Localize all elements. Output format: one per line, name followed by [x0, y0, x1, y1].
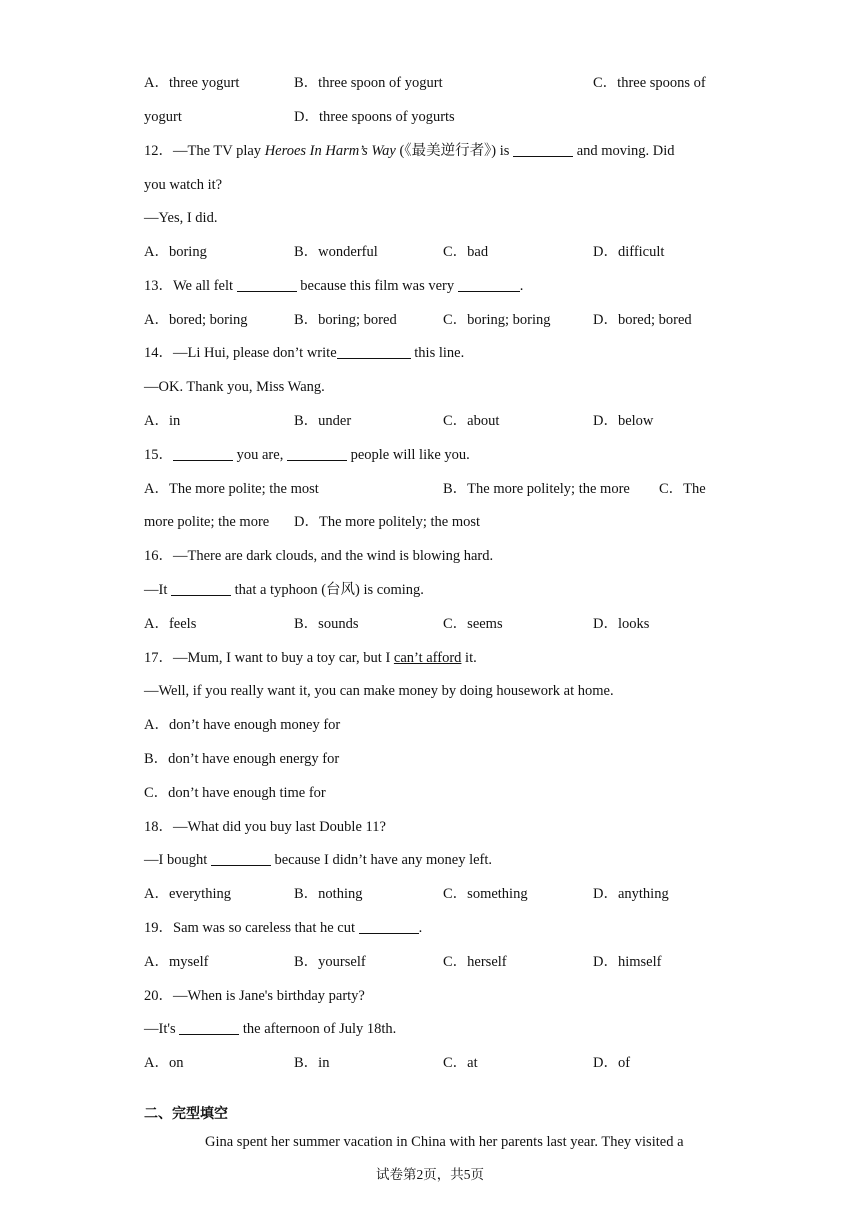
q15-text-3: people will like you.: [346, 447, 470, 463]
q12-stem: [144, 142, 675, 160]
q13-blank-2: [458, 277, 520, 292]
q18-option-a: A．everything: [144, 886, 231, 902]
q16-option-b: B．sounds: [294, 616, 359, 632]
q11-option-c: C．three spoons of: [593, 75, 706, 91]
q12-text-2: (《最美逆行者》) is: [395, 143, 514, 159]
q20-option-d: D．of: [593, 1055, 631, 1071]
q14-option-d: D．below: [593, 413, 654, 429]
q11-option-b: B．three spoon of yogurt: [294, 75, 443, 91]
q19-option-a: A．myself: [144, 954, 209, 970]
q19-option-b: B．yourself: [294, 954, 366, 970]
q12-option-c: C．bad: [443, 244, 489, 260]
q15-option-c-cont: more polite; the more: [144, 514, 270, 530]
q20-reply: [144, 1020, 396, 1038]
q20-option-b: B．in: [294, 1055, 330, 1071]
q18-option-c: C．something: [443, 886, 528, 902]
q13-stem: [144, 277, 523, 295]
q13-text-2: because this film was very: [296, 278, 458, 294]
q17-underlined-phrase: can’t afford: [393, 650, 462, 666]
q16-stem: 16．—There are dark clouds, and the wind is blowing hard.: [144, 548, 494, 564]
q18-reply: [144, 851, 492, 869]
q13-option-c: C．boring; boring: [443, 312, 551, 328]
q14-reply: —OK. Thank you, Miss Wang.: [144, 379, 325, 395]
q12-stem-line2: you watch it?: [144, 177, 223, 193]
q19-option-d: D．himself: [593, 954, 662, 970]
q16-option-a: A．feels: [144, 616, 197, 632]
q12-option-d: D．difficult: [593, 244, 665, 260]
q20-option-a: A．on: [144, 1055, 184, 1071]
q13-option-d: D．bored; bored: [593, 312, 692, 328]
q11-option-c-cont: yogurt: [144, 109, 182, 125]
q14-option-a: A．in: [144, 413, 181, 429]
q16-text-1: —It: [144, 582, 171, 598]
q12-blank: [513, 142, 573, 157]
q16-text-2: that a typhoon (台风) is coming.: [230, 582, 424, 598]
q13-blank-1: [237, 277, 297, 292]
q11-option-a: A．three yogurt: [144, 75, 240, 91]
q18-option-b: B．nothing: [294, 886, 363, 902]
q13-text-1: 13．We all felt: [144, 278, 237, 294]
q17-reply: —Well, if you really want it, you can make money by doing housework at home.: [144, 683, 614, 699]
q19-option-c: C．herself: [443, 954, 507, 970]
q18-option-d: D．anything: [593, 886, 669, 902]
q17-stem: [144, 649, 477, 667]
q14-text-1: 14．—Li Hui, please don’t write: [144, 345, 337, 361]
q18-blank: [211, 851, 271, 866]
q20-blank: [179, 1020, 239, 1035]
q13-text-3: .: [519, 278, 524, 294]
q17-option-b: B．don’t have enough energy for: [144, 751, 340, 767]
q20-stem: 20．—When is Jane's birthday party?: [144, 988, 365, 1004]
q12-reply: —Yes, I did.: [144, 210, 218, 226]
q17-text-1: 17．—Mum, I want to buy a toy car, but I: [144, 650, 394, 666]
page-footer: 试卷第2页，共5页: [376, 1167, 484, 1182]
q13-option-a: A．bored; boring: [144, 312, 248, 328]
q14-stem: [144, 344, 464, 362]
q12-option-a: A．boring: [144, 244, 207, 260]
q17-text-2: it.: [461, 650, 477, 666]
q17-option-c: C．don’t have enough time for: [144, 785, 326, 801]
q14-option-b: B．under: [294, 413, 352, 429]
q19-stem: [144, 919, 422, 937]
q15-text-1: 15．: [144, 447, 173, 463]
q19-text-2: .: [418, 920, 423, 936]
q17-option-a: A．don’t have enough money for: [144, 717, 341, 733]
q15-option-a: A．The more polite; the most: [144, 481, 319, 497]
q20-text-2: the afternoon of July 18th.: [239, 1021, 397, 1037]
q16-option-d: D．looks: [593, 616, 650, 632]
q19-text-1: 19．Sam was so careless that he cut: [144, 920, 359, 936]
q20-text-1: —It's: [144, 1021, 180, 1037]
q11-option-d: D．three spoons of yogurts: [294, 109, 455, 125]
q15-stem: [144, 446, 470, 464]
q12-text-1: 12．—The TV play: [144, 143, 265, 159]
section-heading: 二、完型填空: [144, 1106, 228, 1122]
q16-blank: [171, 581, 231, 596]
q20-option-c: C．at: [443, 1055, 478, 1071]
q15-text-2: you are,: [233, 447, 287, 463]
q12-text-3: and moving. Did: [573, 143, 675, 159]
q19-blank: [359, 919, 419, 934]
q14-option-c: C．about: [443, 413, 500, 429]
q14-text-2: this line.: [410, 345, 465, 361]
q14-blank: [337, 344, 411, 359]
q15-blank-2: [287, 446, 347, 461]
q15-blank-1: [173, 446, 233, 461]
q12-title: Heroes In Harm’s Way: [264, 143, 396, 159]
q16-option-c: C．seems: [443, 616, 503, 632]
q18-text-1: —I bought: [144, 852, 211, 868]
q15-option-d: D．The more politely; the most: [294, 514, 481, 530]
q18-stem: 18．—What did you buy last Double 11?: [144, 819, 386, 835]
q16-reply: [144, 581, 424, 599]
passage-first-line: Gina spent her summer vacation in China with her parents last year. They visited a: [205, 1134, 684, 1150]
q13-option-b: B．boring; bored: [294, 312, 397, 328]
q15-option-b: B．The more politely; the more: [443, 481, 630, 497]
q18-text-2: because I didn’t have any money left.: [270, 852, 493, 868]
q12-option-b: B．wonderful: [294, 244, 378, 260]
q15-option-c: C．The: [659, 481, 706, 497]
